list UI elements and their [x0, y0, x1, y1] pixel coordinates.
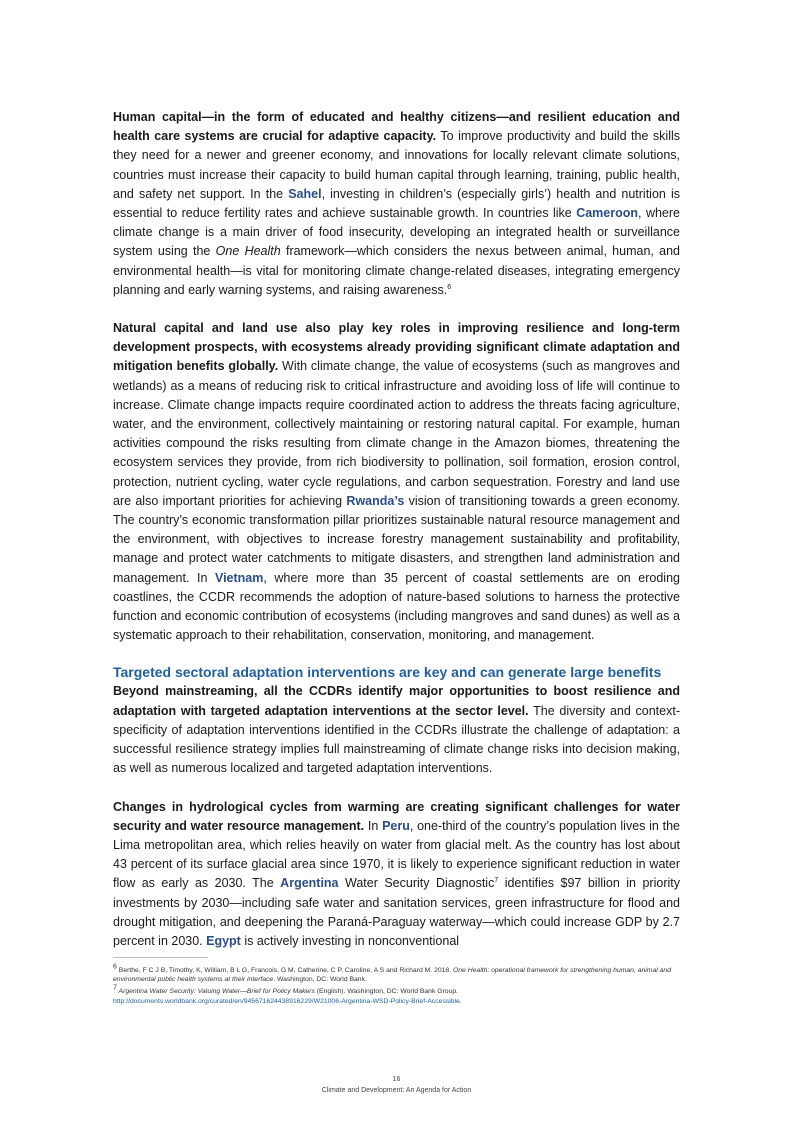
main-content	[113, 108, 680, 951]
footnote-link[interactable]: http://documents.worldbank.org/curated/en/945671624438916229/W21006-Argentina-WSD-Policy-Brief-Accessible	[113, 997, 460, 1005]
country-highlight-peru: Peru	[382, 818, 410, 833]
footnote-text: Berthe, F C J B, Timothy, K, William, B L G, Francois, G M, Catherine, C P, Caroline, A S and Richard M. 2018.	[116, 967, 453, 974]
footnote-divider	[113, 957, 208, 958]
lead-sentence: Human capital—in the form of educated and healthy citizens—and resilient education and health care systems are crucial for adaptive capacity.	[113, 110, 680, 144]
body-text: In	[364, 818, 383, 833]
paragraph-human-capital	[113, 108, 680, 300]
country-highlight-sahel: Sahel	[288, 186, 322, 201]
paragraph-beyond-mainstreaming	[113, 682, 680, 778]
footnote-text: (English). Washington, DC: World Bank Group.	[314, 988, 459, 996]
page-number: 16	[392, 1076, 401, 1083]
country-highlight-rwanda: Rwanda’s	[346, 493, 405, 508]
footnote-text: .	[459, 997, 462, 1005]
country-highlight-vietnam: Vietnam	[214, 570, 264, 585]
body-text: identifies $97 billion in priority investments by 2030—including safe water and sanitation services, green infrastructure for flood and drought mitigation, and deepening the Paraná-Paraguay waterway—which could increase GDP by 2.7 percent in 2030.	[113, 876, 680, 948]
footnote-6	[113, 963, 680, 984]
body-text: With climate change, the value of ecosystems (such as mangroves and wetlands) as a means of reducing risk to critical infrastructure and avoiding loss of life will continue to increase. Climate change impacts require coordinated action to address the threats facing agriculture, water, and the environment, collectively maintaining or restoring natural capital. For example, human activities compound the risks resulting from climate change in the Amazon biomes, threatening the ecosystem services they provide, from rich biodiversity to pollination, soil formation, erosion control, protection, nutrient cycling, water cycle regulations, and carbon sequestration. Forestry and land use are also important priorities for achieving	[113, 359, 680, 508]
footnote-ref-7[interactable]: 7	[494, 877, 499, 885]
section-heading: Targeted sectoral adaptation interventions are key and can generate large benefits	[113, 664, 662, 681]
paragraph-natural-capital	[113, 319, 680, 645]
body-text: , one-third of the country’s population lives in the Lima metropolitan area, which relies heavily on water from glacial melt. As the country has lost about 43 percent of its surface glacial area since 1970, it is likely to experience significant reduction in water flow as early as 2030. The	[113, 818, 680, 891]
body-text: framework—which considers the nexus between animal, human, and environmental health—is vital for monitoring climate change-related diseases, integrating emergency planning and early warning systems, and raising awareness.	[113, 244, 681, 297]
footnote-title: Argentina Water Security: Valuing Water—Brief for Policy Makers	[116, 988, 315, 996]
body-text: is actively investing in nonconventional	[240, 933, 460, 948]
footnote-7	[113, 987, 680, 1005]
body-text: vision of transitioning towards a green economy. The country’s economic transformation pillar prioritizes sustainable natural resource management and the environment, with objectives to increase forestry management sustainability and profitability, manage and protect water catchments to mitigate disasters, and strengthen land administration and management. In	[113, 493, 680, 585]
footnote-ref-6[interactable]: 6	[447, 283, 452, 291]
emphasis-one-health: One Health	[215, 244, 281, 259]
country-highlight-argentina: Argentina	[280, 876, 339, 891]
body-text: , investing in children’s (especially girls’) health and nutrition is essential to reduce fertility rates and achieve sustainable growth. In countries like	[113, 186, 680, 221]
document-title: Climate and Development: An Agenda for Action	[321, 1087, 472, 1094]
paragraph-hydrological	[113, 798, 680, 952]
body-text: Water Security Diagnostic	[338, 876, 495, 891]
footnotes	[113, 963, 680, 1009]
body-text: To improve productivity and build the skills they need for a newer and greener economy, and innovations for locally relevant climate solutions, countries must increase their capacity to build human capital through learning, training, public health, and safety net support. In the	[113, 129, 680, 201]
country-highlight-egypt: Egypt	[206, 933, 241, 948]
lead-sentence: Beyond mainstreaming, all the CCDRs identify major opportunities to boost resilience and adaptation with targeted adaptation interventions at the sector level.	[113, 684, 680, 718]
body-text: , where more than 35 percent of coastal settlements are on eroding coastlines, the CCDR recommends the adoption of nature-based solutions to harness the protective function and economic contribution of ecosystems (including mangroves and sand dunes) as well as a systematic approach to their rehabilitation, conservation, monitoring, and management.	[113, 570, 680, 643]
footnote-number: 7	[113, 985, 117, 993]
footnote-title: One Health: operational framework for strengthening human, animal and environmental public health systems at their interface	[113, 967, 671, 984]
body-text: The diversity and context-specificity of adaptation interventions identified in the CCDRs illustrate the challenge of adaptation: a successful resilience strategy implies full mainstreaming of climate change risks into decision making, as well as numerous localized and targeted adaptation interventions.	[113, 703, 680, 776]
body-text: , where climate change is a main driver of food insecurity, developing an integrated health or surveillance system using the	[113, 206, 680, 259]
footnote-text: . Washington, DC: World Bank.	[273, 976, 367, 984]
footnote-number: 6	[113, 963, 117, 971]
lead-sentence: Natural capital and land use also play key roles in improving resilience and long-term development prospects, with ecosystems already providing significant climate adaptation and mitigation benefits globally.	[113, 321, 680, 374]
country-highlight-cameroon: Cameroon	[576, 206, 639, 221]
lead-sentence: Changes in hydrological cycles from warming are creating significant challenges for water security and water resource management.	[113, 799, 680, 833]
